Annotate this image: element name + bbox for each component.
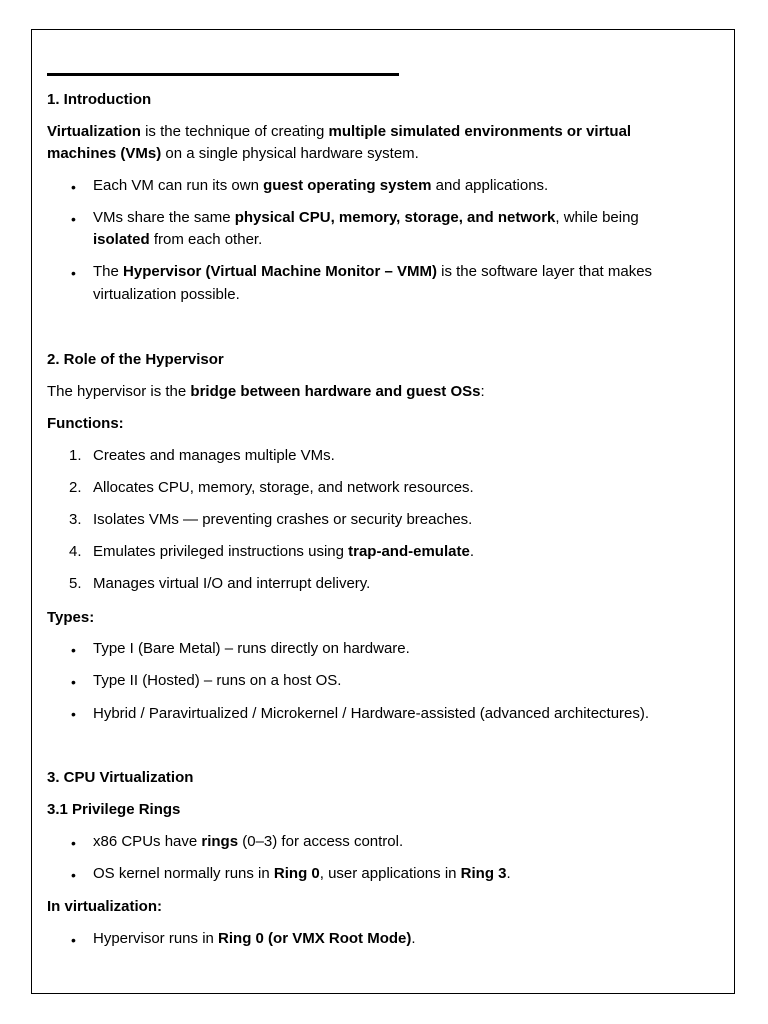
text: VMs share the same (93, 209, 235, 226)
text: x86 CPUs have (93, 833, 202, 850)
list-item (93, 863, 511, 885)
text: : (480, 383, 485, 400)
text: , while being (555, 209, 639, 226)
list-item: Hybrid / Paravirtualized / Microkernel / Hardware-assisted (advanced architectures). (93, 705, 650, 722)
text: (0–3) for access control. (238, 833, 404, 850)
bullet-icon: • (71, 867, 76, 883)
text: Each VM can run its own (93, 177, 264, 194)
bullet-icon: • (71, 642, 76, 658)
text-bold: Virtualization (47, 123, 141, 140)
text: The hypervisor is the (47, 383, 191, 400)
bullet-icon: • (71, 211, 76, 227)
text: is the technique of creating (140, 123, 329, 140)
text: , user applications in (319, 865, 461, 882)
paragraph (47, 381, 485, 403)
list-item (93, 541, 474, 563)
bullet-icon: • (71, 932, 76, 948)
list-item (93, 175, 548, 197)
text-bold: rings (201, 833, 239, 850)
subsection-heading: 3.1 Privilege Rings (47, 801, 181, 818)
text: and applications. (431, 177, 549, 194)
text: The (93, 263, 124, 280)
text-bold: multiple simulated environments or virtual (328, 123, 632, 140)
list-item (93, 261, 652, 283)
list-item (93, 207, 639, 229)
section-heading: 1. Introduction (47, 91, 152, 108)
list-item-continuation (93, 284, 240, 306)
paragraph-line (47, 143, 419, 165)
text-bold: isolated (93, 231, 150, 248)
text: . (469, 543, 474, 560)
bullet-icon: • (71, 835, 76, 851)
functions-label: Functions: (47, 415, 124, 432)
list-item: Type I (Bare Metal) – runs directly on hardware. (93, 640, 410, 657)
text: . (506, 865, 511, 882)
text-bold: Ring 0 (or VMX Root Mode) (218, 930, 412, 947)
list-item: Allocates CPU, memory, storage, and network resources. (93, 479, 474, 496)
section-heading: 3. CPU Virtualization (47, 769, 194, 786)
text: Hypervisor runs in (93, 930, 219, 947)
text: Emulates privileged instructions using (93, 543, 349, 560)
text-bold: Ring 0 (273, 865, 320, 882)
list-number: 2. (69, 479, 82, 496)
virtualization-label: In virtualization: (47, 898, 163, 915)
text-bold: bridge between hardware and guest OSs (190, 383, 481, 400)
list-number: 5. (69, 575, 82, 592)
bullet-icon: • (71, 706, 76, 722)
text-bold: guest operating system (263, 177, 432, 194)
list-item: Manages virtual I/O and interrupt delivery. (93, 575, 371, 592)
text-bold: physical CPU, memory, storage, and network (234, 209, 556, 226)
section-heading: 2. Role of the Hypervisor (47, 351, 224, 368)
list-item (93, 831, 403, 853)
text: . (411, 930, 416, 947)
types-label: Types: (47, 609, 95, 626)
text: virtualization possible. (93, 286, 240, 303)
list-item: Isolates VMs — preventing crashes or security breaches. (93, 511, 473, 528)
list-number: 4. (69, 543, 82, 560)
text: OS kernel normally runs in (93, 865, 274, 882)
list-item: Type II (Hosted) – runs on a host OS. (93, 672, 342, 689)
list-item: Creates and manages multiple VMs. (93, 447, 335, 464)
list-item (93, 928, 416, 950)
text: is the software layer that makes (436, 263, 653, 280)
list-number: 3. (69, 511, 82, 528)
horizontal-rule (47, 73, 399, 76)
list-number: 1. (69, 447, 82, 464)
text-bold: trap-and-emulate (348, 543, 470, 560)
text-bold: Hypervisor (Virtual Machine Monitor – VMM) (123, 263, 437, 280)
text-bold: Ring 3 (460, 865, 507, 882)
list-item-continuation (93, 229, 262, 251)
bullet-icon: • (71, 179, 76, 195)
bullet-icon: • (71, 674, 76, 690)
text-bold: machines (VMs) (47, 145, 162, 162)
text: on a single physical hardware system. (161, 145, 419, 162)
paragraph (47, 121, 631, 143)
text: from each other. (149, 231, 263, 248)
bullet-icon: • (71, 265, 76, 281)
